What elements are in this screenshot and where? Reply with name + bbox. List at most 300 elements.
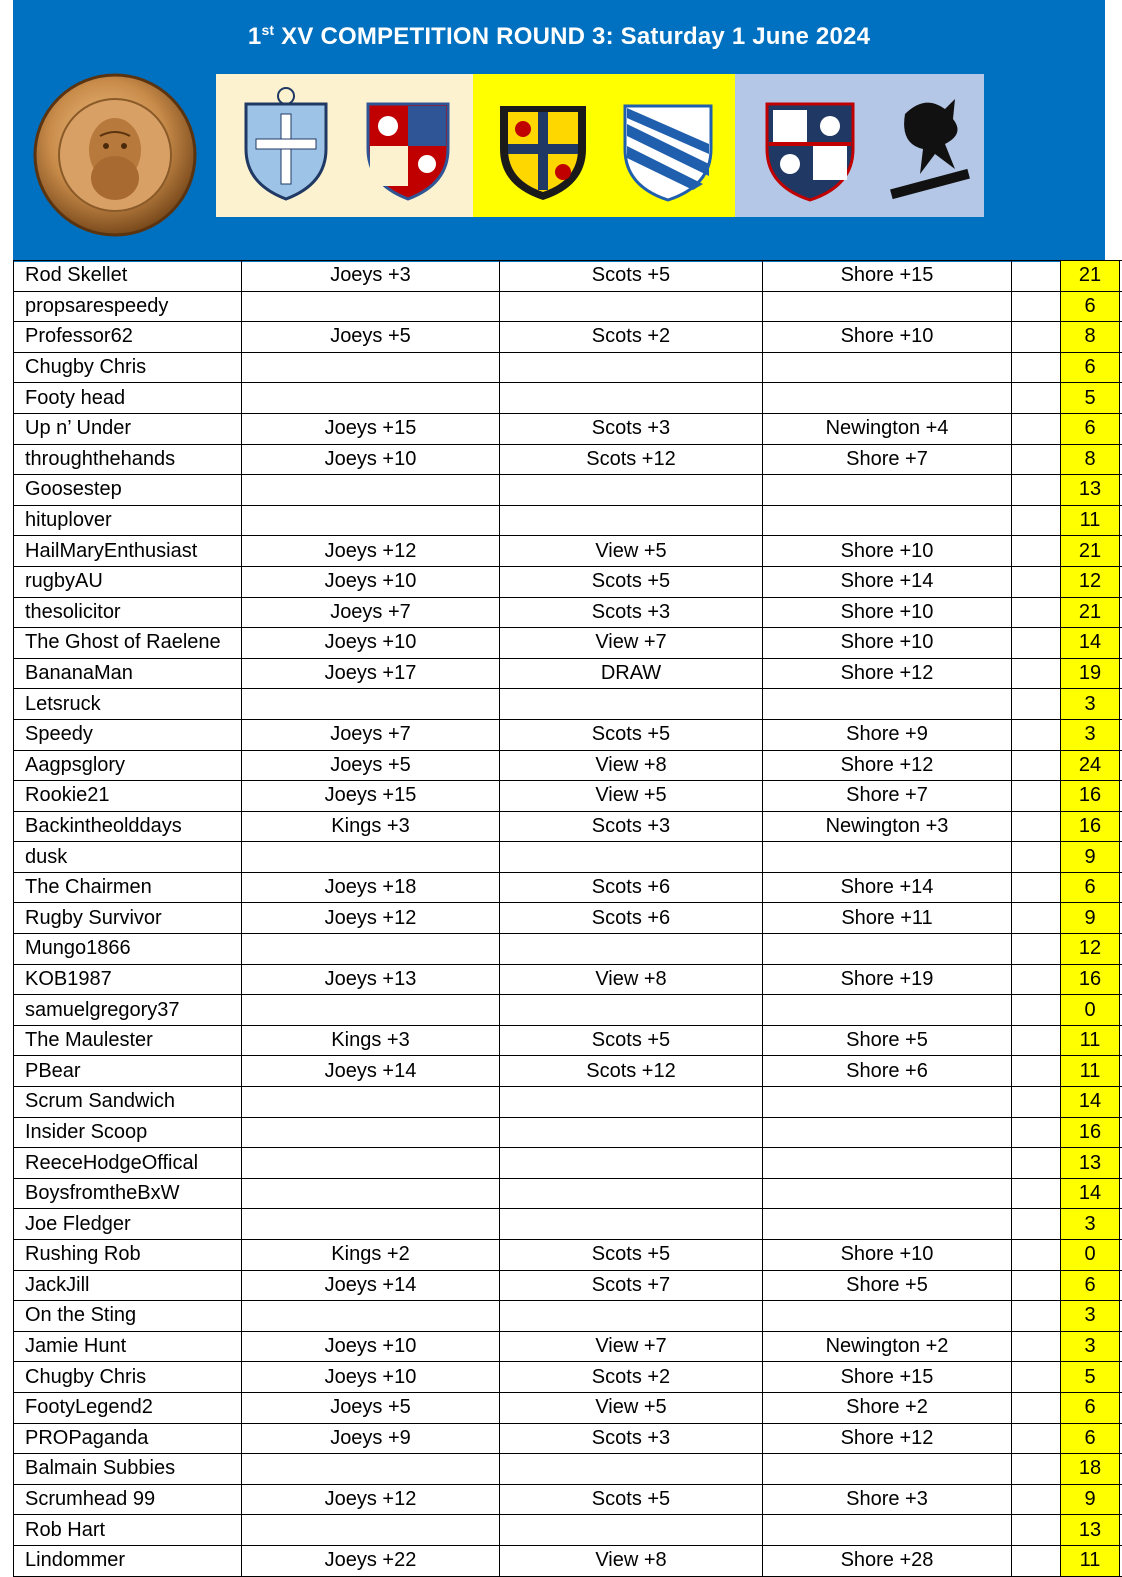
- pick-game-1: Joeys +18: [242, 872, 500, 903]
- participant-name: samuelgregory37: [14, 995, 242, 1026]
- participant-name: Balmain Subbies: [14, 1454, 242, 1485]
- participant-name: Insider Scoop: [14, 1117, 242, 1148]
- table-row: [14, 1209, 1122, 1240]
- pick-game-2: [500, 1148, 763, 1179]
- table-row: [14, 1301, 1122, 1332]
- pick-game-1: [242, 1301, 500, 1332]
- pick-game-3: Shore +10: [763, 628, 1012, 659]
- pick-game-3: Shore +12: [763, 658, 1012, 689]
- pick-game-3: Newington +2: [763, 1331, 1012, 1362]
- spacer-cell: [1012, 566, 1061, 597]
- participant-name: The Ghost of Raelene: [14, 628, 242, 659]
- participant-name: Jamie Hunt: [14, 1331, 242, 1362]
- pick-game-1: Joeys +10: [242, 1362, 500, 1393]
- spacer-cell: [1012, 261, 1061, 292]
- points-cell: 5: [1061, 383, 1120, 414]
- participant-name: throughthehands: [14, 444, 242, 475]
- pick-game-1: Joeys +13: [242, 964, 500, 995]
- points-cell: 21: [1061, 597, 1120, 628]
- pick-game-2: Scots +5: [500, 1025, 763, 1056]
- table-row: [14, 658, 1122, 689]
- spacer-cell: [1012, 872, 1061, 903]
- pick-game-1: Joeys +9: [242, 1423, 500, 1454]
- pick-game-2: [500, 1515, 763, 1546]
- points-cell: 13: [1061, 1515, 1120, 1546]
- spacer-cell: [1012, 781, 1061, 812]
- points-cell: 18: [1061, 1454, 1120, 1485]
- spacer-cell: [1012, 689, 1061, 720]
- pick-game-1: Joeys +7: [242, 597, 500, 628]
- points-cell: 11: [1061, 1545, 1120, 1576]
- scots-crest-icon: [488, 84, 598, 204]
- pick-game-2: [500, 689, 763, 720]
- participant-name: Letsruck: [14, 689, 242, 720]
- pick-game-1: Joeys +17: [242, 658, 500, 689]
- points-cell: 0: [1061, 995, 1120, 1026]
- pick-game-2: Scots +3: [500, 413, 763, 444]
- tipping-table: [13, 260, 1122, 1577]
- pick-game-2: View +7: [500, 1331, 763, 1362]
- logo-panel-3: [735, 74, 984, 217]
- table-row: [14, 1117, 1122, 1148]
- table-row: [14, 1178, 1122, 1209]
- table-row: [14, 750, 1122, 781]
- participant-name: JackJill: [14, 1270, 242, 1301]
- points-cell: 0: [1061, 1240, 1120, 1271]
- participant-name: HailMaryEnthusiast: [14, 536, 242, 567]
- table-row: [14, 1056, 1122, 1087]
- shore-griffin-icon: [875, 84, 985, 204]
- participant-name: PROPaganda: [14, 1423, 242, 1454]
- table-row: [14, 934, 1122, 965]
- participant-name: Mungo1866: [14, 934, 242, 965]
- spacer-cell: [1012, 1331, 1061, 1362]
- pick-game-1: [242, 934, 500, 965]
- points-cell: 9: [1061, 1484, 1120, 1515]
- pick-game-3: [763, 1209, 1012, 1240]
- points-cell: 3: [1061, 689, 1120, 720]
- pick-game-3: [763, 689, 1012, 720]
- points-cell: 11: [1061, 1056, 1120, 1087]
- points-cell: 6: [1061, 352, 1120, 383]
- spacer-cell: [1012, 1209, 1061, 1240]
- table-row: [14, 1331, 1122, 1362]
- pick-game-1: [242, 383, 500, 414]
- pick-game-3: Shore +10: [763, 536, 1012, 567]
- spacer-cell: [1012, 1240, 1061, 1271]
- participant-name: The Chairmen: [14, 872, 242, 903]
- pick-game-1: Joeys +5: [242, 750, 500, 781]
- participant-name: Rod Skellet: [14, 261, 242, 292]
- pick-game-3: [763, 1148, 1012, 1179]
- spacer-cell: [1012, 1545, 1061, 1576]
- spacer-cell: [1012, 1056, 1061, 1087]
- joeys-crest-icon: [353, 84, 463, 204]
- participant-name: thesolicitor: [14, 597, 242, 628]
- points-cell: 3: [1061, 1331, 1120, 1362]
- spacer-cell: [1012, 903, 1061, 934]
- pick-game-1: Joeys +12: [242, 903, 500, 934]
- participant-name: hituplover: [14, 505, 242, 536]
- pick-game-3: [763, 1087, 1012, 1118]
- table-row: [14, 1392, 1122, 1423]
- pick-game-3: [763, 1454, 1012, 1485]
- participant-name: PBear: [14, 1056, 242, 1087]
- spacer-cell: [1012, 1484, 1061, 1515]
- pick-game-2: [500, 995, 763, 1026]
- pick-game-1: [242, 291, 500, 322]
- pick-game-1: Joeys +15: [242, 781, 500, 812]
- pick-game-1: [242, 1117, 500, 1148]
- points-cell: 8: [1061, 444, 1120, 475]
- table-row: [14, 1484, 1122, 1515]
- spacer-cell: [1012, 291, 1061, 322]
- pick-game-3: [763, 352, 1012, 383]
- pick-game-3: [763, 1117, 1012, 1148]
- participant-name: propsarespeedy: [14, 291, 242, 322]
- spacer-cell: [1012, 1454, 1061, 1485]
- spacer-cell: [1012, 413, 1061, 444]
- table-row: [14, 811, 1122, 842]
- pick-game-1: [242, 505, 500, 536]
- participant-name: rugbyAU: [14, 566, 242, 597]
- table-row: [14, 597, 1122, 628]
- pick-game-3: Shore +14: [763, 872, 1012, 903]
- spacer-cell: [1012, 1148, 1061, 1179]
- pick-game-2: DRAW: [500, 658, 763, 689]
- pick-game-2: View +7: [500, 628, 763, 659]
- points-cell: 16: [1061, 781, 1120, 812]
- spacer-cell: [1012, 1178, 1061, 1209]
- pick-game-3: Shore +7: [763, 781, 1012, 812]
- pick-game-2: Scots +3: [500, 597, 763, 628]
- table-row: [14, 352, 1122, 383]
- pick-game-2: View +8: [500, 964, 763, 995]
- sydney-grammar-crest-icon: [755, 84, 865, 204]
- pick-game-2: [500, 1178, 763, 1209]
- pick-game-2: Scots +3: [500, 1423, 763, 1454]
- pick-game-1: Joeys +10: [242, 1331, 500, 1362]
- riverview-crest-icon: [613, 84, 723, 204]
- pick-game-2: [500, 1454, 763, 1485]
- table-row: [14, 1423, 1122, 1454]
- table-row: [14, 475, 1122, 506]
- points-cell: 8: [1061, 322, 1120, 353]
- pick-game-3: Shore +5: [763, 1270, 1012, 1301]
- points-cell: 24: [1061, 750, 1120, 781]
- pick-game-1: [242, 1454, 500, 1485]
- spacer-cell: [1012, 597, 1061, 628]
- table-row: [14, 566, 1122, 597]
- page-title: 1st XV COMPETITION ROUND 3: Saturday 1 June 2024: [13, 22, 1105, 51]
- pick-game-3: Shore +14: [763, 566, 1012, 597]
- participant-name: Up n’ Under: [14, 413, 242, 444]
- spacer-cell: [1012, 1025, 1061, 1056]
- spacer-cell: [1012, 383, 1061, 414]
- spacer-cell: [1012, 1301, 1061, 1332]
- spacer-cell: [1012, 750, 1061, 781]
- pick-game-2: Scots +5: [500, 1240, 763, 1271]
- points-cell: 14: [1061, 628, 1120, 659]
- association-medal-icon: [30, 70, 200, 240]
- pick-game-1: Joeys +12: [242, 1484, 500, 1515]
- table-row: [14, 719, 1122, 750]
- participant-name: Chugby Chris: [14, 1362, 242, 1393]
- kings-crest-icon: [231, 84, 341, 204]
- participant-name: Scrum Sandwich: [14, 1087, 242, 1118]
- pick-game-2: Scots +5: [500, 719, 763, 750]
- points-cell: 16: [1061, 811, 1120, 842]
- table-row: [14, 689, 1122, 720]
- table-row: [14, 1087, 1122, 1118]
- table-row: [14, 781, 1122, 812]
- pick-game-1: Joeys +15: [242, 413, 500, 444]
- table-row: [14, 261, 1122, 292]
- table-row: [14, 1454, 1122, 1485]
- points-cell: 3: [1061, 1301, 1120, 1332]
- pick-game-3: [763, 475, 1012, 506]
- pick-game-2: [500, 291, 763, 322]
- table-row: [14, 1270, 1122, 1301]
- spacer-cell: [1012, 1515, 1061, 1546]
- pick-game-3: Shore +6: [763, 1056, 1012, 1087]
- pick-game-1: [242, 1148, 500, 1179]
- points-cell: 13: [1061, 475, 1120, 506]
- pick-game-1: [242, 1209, 500, 1240]
- points-cell: 11: [1061, 505, 1120, 536]
- pick-game-3: [763, 995, 1012, 1026]
- table-row: [14, 964, 1122, 995]
- participant-name: Footy head: [14, 383, 242, 414]
- points-cell: 6: [1061, 413, 1120, 444]
- points-cell: 19: [1061, 658, 1120, 689]
- pick-game-2: Scots +12: [500, 1056, 763, 1087]
- points-cell: 6: [1061, 1270, 1120, 1301]
- pick-game-3: Shore +3: [763, 1484, 1012, 1515]
- spacer-cell: [1012, 964, 1061, 995]
- table-row: [14, 505, 1122, 536]
- table-row: [14, 322, 1122, 353]
- pick-game-3: Shore +2: [763, 1392, 1012, 1423]
- pick-game-1: Joeys +5: [242, 1392, 500, 1423]
- pick-game-2: View +5: [500, 536, 763, 567]
- pick-game-2: [500, 383, 763, 414]
- pick-game-1: Joeys +22: [242, 1545, 500, 1576]
- points-cell: 3: [1061, 719, 1120, 750]
- pick-game-3: Shore +28: [763, 1545, 1012, 1576]
- table-row: [14, 413, 1122, 444]
- table-row: [14, 1025, 1122, 1056]
- pick-game-2: [500, 505, 763, 536]
- points-cell: 9: [1061, 903, 1120, 934]
- spacer-cell: [1012, 1392, 1061, 1423]
- participant-name: Rookie21: [14, 781, 242, 812]
- participant-name: Rob Hart: [14, 1515, 242, 1546]
- pick-game-3: Shore +10: [763, 1240, 1012, 1271]
- spacer-cell: [1012, 1362, 1061, 1393]
- table-row: [14, 1515, 1122, 1546]
- pick-game-2: [500, 1209, 763, 1240]
- pick-game-2: Scots +5: [500, 1484, 763, 1515]
- points-cell: 16: [1061, 964, 1120, 995]
- table-row: [14, 842, 1122, 873]
- points-cell: 12: [1061, 934, 1120, 965]
- points-cell: 13: [1061, 1148, 1120, 1179]
- pick-game-1: Joeys +5: [242, 322, 500, 353]
- pick-game-1: Joeys +12: [242, 536, 500, 567]
- pick-game-3: Shore +10: [763, 597, 1012, 628]
- pick-game-2: Scots +3: [500, 811, 763, 842]
- points-cell: 6: [1061, 872, 1120, 903]
- spacer-cell: [1012, 934, 1061, 965]
- pick-game-3: [763, 505, 1012, 536]
- spacer-cell: [1012, 1270, 1061, 1301]
- table-row: [14, 1240, 1122, 1271]
- points-cell: 21: [1061, 261, 1120, 292]
- table-row: [14, 903, 1122, 934]
- points-cell: 14: [1061, 1178, 1120, 1209]
- pick-game-3: Shore +5: [763, 1025, 1012, 1056]
- pick-game-2: [500, 475, 763, 506]
- pick-game-1: [242, 475, 500, 506]
- points-cell: 11: [1061, 1025, 1120, 1056]
- pick-game-2: Scots +5: [500, 566, 763, 597]
- pick-game-2: View +8: [500, 1545, 763, 1576]
- pick-game-3: Shore +12: [763, 750, 1012, 781]
- table-row: [14, 536, 1122, 567]
- pick-game-2: [500, 1117, 763, 1148]
- participant-name: Scrumhead 99: [14, 1484, 242, 1515]
- pick-game-3: [763, 291, 1012, 322]
- table-row: [14, 1148, 1122, 1179]
- participant-name: BoysfromtheBxW: [14, 1178, 242, 1209]
- participant-name: ReeceHodgeOffical: [14, 1148, 242, 1179]
- participant-name: On the Sting: [14, 1301, 242, 1332]
- participant-name: FootyLegend2: [14, 1392, 242, 1423]
- spacer-cell: [1012, 475, 1061, 506]
- spacer-cell: [1012, 505, 1061, 536]
- pick-game-2: [500, 1087, 763, 1118]
- pick-game-1: Joeys +7: [242, 719, 500, 750]
- participant-name: Chugby Chris: [14, 352, 242, 383]
- participant-name: Professor62: [14, 322, 242, 353]
- pick-game-3: [763, 1301, 1012, 1332]
- spacer-cell: [1012, 536, 1061, 567]
- logo-panel-2: [473, 74, 735, 217]
- pick-game-3: [763, 934, 1012, 965]
- pick-game-1: Joeys +10: [242, 566, 500, 597]
- pick-game-2: [500, 934, 763, 965]
- pick-game-1: [242, 1087, 500, 1118]
- pick-game-2: View +5: [500, 781, 763, 812]
- pick-game-1: Kings +3: [242, 811, 500, 842]
- spacer-cell: [1012, 1117, 1061, 1148]
- table-row: [14, 444, 1122, 475]
- participant-name: Rushing Rob: [14, 1240, 242, 1271]
- table-row: [14, 628, 1122, 659]
- pick-game-2: Scots +7: [500, 1270, 763, 1301]
- pick-game-2: [500, 842, 763, 873]
- spacer-cell: [1012, 444, 1061, 475]
- spacer-cell: [1012, 352, 1061, 383]
- participant-name: Lindommer: [14, 1545, 242, 1576]
- points-cell: 6: [1061, 1392, 1120, 1423]
- points-cell: 9: [1061, 842, 1120, 873]
- participant-name: BananaMan: [14, 658, 242, 689]
- pick-game-2: Scots +6: [500, 872, 763, 903]
- pick-game-1: Joeys +3: [242, 261, 500, 292]
- participant-name: Goosestep: [14, 475, 242, 506]
- pick-game-3: Shore +7: [763, 444, 1012, 475]
- pick-game-2: View +8: [500, 750, 763, 781]
- participant-name: KOB1987: [14, 964, 242, 995]
- spacer-cell: [1012, 995, 1061, 1026]
- pick-game-2: [500, 1301, 763, 1332]
- pick-game-1: Joeys +10: [242, 444, 500, 475]
- participant-name: Speedy: [14, 719, 242, 750]
- points-cell: 14: [1061, 1087, 1120, 1118]
- spacer-cell: [1012, 811, 1061, 842]
- pick-game-3: Shore +12: [763, 1423, 1012, 1454]
- pick-game-3: Shore +15: [763, 261, 1012, 292]
- points-cell: 6: [1061, 291, 1120, 322]
- points-cell: 5: [1061, 1362, 1120, 1393]
- participant-name: Backintheolddays: [14, 811, 242, 842]
- pick-game-2: [500, 352, 763, 383]
- spacer-cell: [1012, 658, 1061, 689]
- pick-game-3: Shore +15: [763, 1362, 1012, 1393]
- spacer-cell: [1012, 719, 1061, 750]
- table-row: [14, 872, 1122, 903]
- points-cell: 16: [1061, 1117, 1120, 1148]
- pick-game-1: Kings +3: [242, 1025, 500, 1056]
- pick-game-1: [242, 1178, 500, 1209]
- table-row: [14, 995, 1122, 1026]
- points-cell: 6: [1061, 1423, 1120, 1454]
- points-cell: 3: [1061, 1209, 1120, 1240]
- pick-game-2: Scots +2: [500, 322, 763, 353]
- points-cell: 12: [1061, 566, 1120, 597]
- pick-game-1: Joeys +14: [242, 1056, 500, 1087]
- pick-game-2: Scots +6: [500, 903, 763, 934]
- pick-game-3: [763, 842, 1012, 873]
- pick-game-1: [242, 842, 500, 873]
- pick-game-3: Shore +19: [763, 964, 1012, 995]
- pick-game-1: [242, 689, 500, 720]
- pick-game-1: Joeys +14: [242, 1270, 500, 1301]
- spacer-cell: [1012, 1087, 1061, 1118]
- pick-game-3: [763, 1515, 1012, 1546]
- pick-game-1: Joeys +10: [242, 628, 500, 659]
- spacer-cell: [1012, 628, 1061, 659]
- table-row: [14, 1362, 1122, 1393]
- participant-name: dusk: [14, 842, 242, 873]
- pick-game-3: [763, 1178, 1012, 1209]
- spacer-cell: [1012, 1423, 1061, 1454]
- participant-name: Joe Fledger: [14, 1209, 242, 1240]
- logo-panel-1: [216, 74, 473, 217]
- participant-name: The Maulester: [14, 1025, 242, 1056]
- table-row: [14, 291, 1122, 322]
- pick-game-2: Scots +2: [500, 1362, 763, 1393]
- pick-game-3: Newington +4: [763, 413, 1012, 444]
- pick-game-1: [242, 352, 500, 383]
- pick-game-2: View +5: [500, 1392, 763, 1423]
- pick-game-2: Scots +5: [500, 261, 763, 292]
- participant-name: Rugby Survivor: [14, 903, 242, 934]
- pick-game-1: [242, 995, 500, 1026]
- pick-game-3: Newington +3: [763, 811, 1012, 842]
